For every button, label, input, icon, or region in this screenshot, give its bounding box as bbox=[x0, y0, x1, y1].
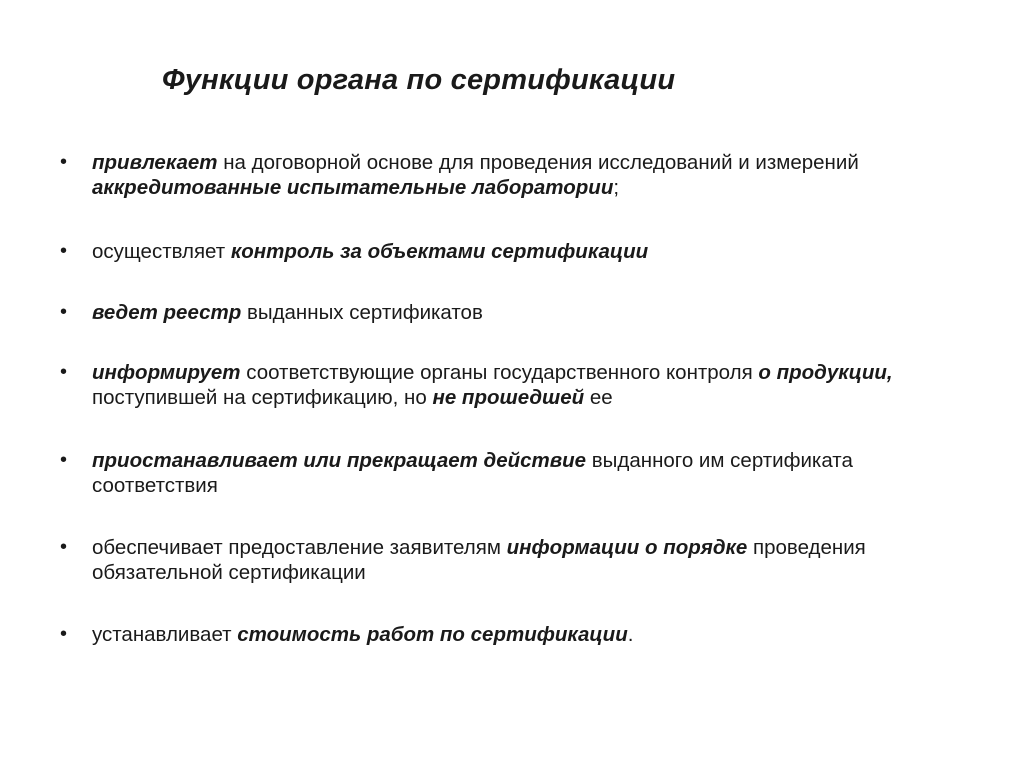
plain-text: ее bbox=[584, 386, 613, 409]
list-item-text bbox=[92, 448, 972, 498]
emphasis-text: информации о порядке bbox=[506, 536, 748, 559]
plain-text: устанавливает bbox=[92, 623, 238, 646]
list-item-text bbox=[92, 300, 972, 325]
emphasis-text: ведет реестр bbox=[92, 301, 242, 324]
bullet-icon: • bbox=[60, 151, 68, 173]
plain-text: соответствующие органы государственного контроля bbox=[240, 361, 759, 384]
plain-text: выданных сертификатов bbox=[241, 301, 483, 324]
bullet-icon: • bbox=[60, 240, 68, 262]
plain-text: проведения обязательной сертификации bbox=[92, 536, 866, 584]
bullet-icon: • bbox=[60, 361, 68, 383]
list-item-text bbox=[92, 622, 972, 647]
emphasis-text: аккредитованные испытательные лаборатории bbox=[92, 176, 614, 199]
list-item-text bbox=[92, 535, 972, 585]
bullet-icon: • bbox=[60, 449, 68, 471]
bullet-icon: • bbox=[60, 301, 68, 323]
list-item-text bbox=[92, 360, 972, 410]
plain-text: поступившей на сертификацию, но bbox=[92, 386, 433, 409]
list-item-text bbox=[92, 150, 972, 200]
bullet-icon: • bbox=[60, 623, 68, 645]
emphasis-text: приостанавливает или прекращает действие bbox=[92, 449, 587, 472]
emphasis-text: информирует bbox=[92, 361, 241, 384]
plain-text: ; bbox=[613, 176, 620, 199]
emphasis-text: стоимость работ по сертификации bbox=[237, 623, 628, 646]
plain-text: выданного им сертификата соответствия bbox=[92, 449, 853, 497]
plain-text: . bbox=[627, 623, 634, 646]
bullet-icon: • bbox=[60, 536, 68, 558]
emphasis-text: привлекает bbox=[92, 151, 218, 174]
plain-text: обеспечивает предоставление заявителям bbox=[92, 536, 507, 559]
emphasis-text: контроль за объектами сертификации bbox=[230, 240, 649, 263]
plain-text: осуществляет bbox=[92, 240, 231, 263]
slide-title: Функции органа по сертификации bbox=[162, 64, 676, 96]
emphasis-text: о продукции, bbox=[758, 361, 893, 384]
emphasis-text: не прошедшей bbox=[432, 386, 585, 409]
plain-text: на договорной основе для проведения исследований и измерений bbox=[217, 151, 859, 174]
list-item-text bbox=[92, 239, 972, 264]
